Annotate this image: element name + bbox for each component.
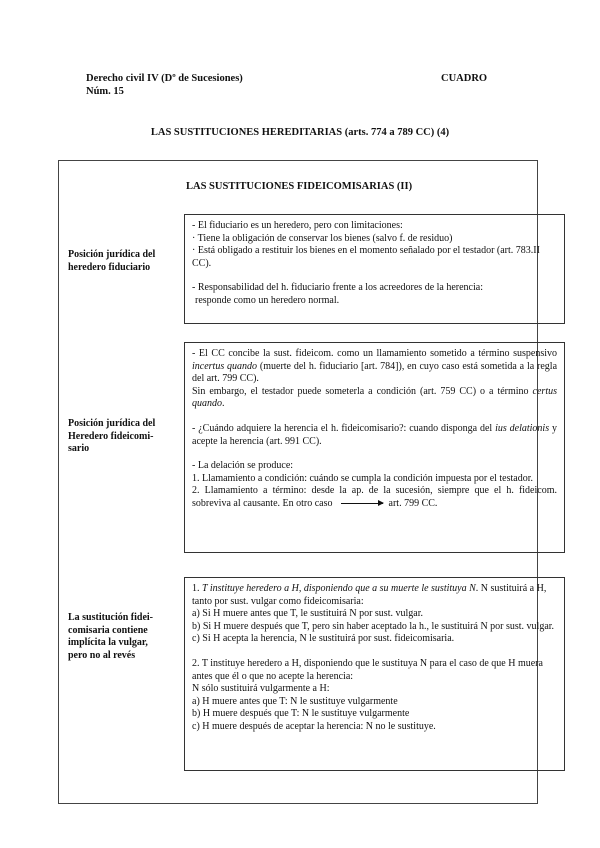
frame-title: LAS SUSTITUCIONES FIDEICOMISARIAS (II) — [186, 181, 413, 192]
section-box-implicita — [184, 577, 565, 771]
example-intro: 2. T instituye heredero a H, disponiendo que le sustituya N para el caso de que H muera antes que él o que no acepte la herencia: — [192, 657, 543, 682]
doc-type: CUADRO — [441, 73, 488, 84]
text-line: 1. Llamamiento a condición: cuándo se cumpla la condición impuesta por el testador. — [192, 472, 534, 484]
text-line: · Tiene la obligación de conservar los bienes (salvo f. de residuo) — [192, 232, 453, 244]
list-item: a) H muere antes que T: N le sustituye vulgarmente — [192, 695, 398, 707]
doc-number: Núm. 15 — [86, 86, 124, 97]
doc-header — [86, 72, 243, 98]
list-item: c) H muere después de aceptar la herencia: N no le sustituye. — [192, 720, 436, 732]
section-box-fideicomisario — [184, 342, 565, 553]
text-paragraph: - ¿Cuándo adquiere la herencia el h. fideicomisario?: cuando disponga del ius delationis y acepte la herencia (art. 991 CC). — [192, 422, 558, 447]
text-line: · Está obligado a restituir los bienes en el momento señalado por el testador (art. 783.II CC). — [192, 245, 540, 269]
text-paragraph: Sin embargo, el testador puede someterla a condición (art. 759 CC) o a término certus quando. — [192, 385, 557, 410]
text-paragraph: - El CC concibe la sust. fideicom. como un llamamiento sometido a término suspensivo incertus quando (muerte del h. fiduciario [art. 784]), en cuyo caso está sometida a la regla del art. 799 CC). — [192, 348, 558, 385]
list-item: b) H muere después que T: N le sustituye vulgarmente — [192, 708, 410, 720]
text-line: N sólo sustituirá vulgarmente a H: — [192, 683, 330, 695]
text-line: 2. Llamamiento a término: desde la ap. de la sucesión, siempre que el h. fideicom. sobreviva al causante. En otro caso art. 799 CC. — [192, 485, 557, 509]
text-line: - Responsabilidad del h. fiduciario frente a los acreedores de la herencia: — [192, 282, 483, 294]
section-label-fideicomisario: Posición jurídica del Heredero fideicomi- sario — [68, 418, 156, 454]
list-item: a) Si H muere antes que T, le sustituirá N por sust. vulgar. — [192, 608, 423, 620]
course-title: Derecho civil IV (Dº de Sucesiones) — [86, 73, 243, 84]
arrow-right-icon — [341, 503, 383, 504]
section-box-fiduciario — [184, 214, 565, 324]
text-line: - La delación se produce: — [192, 460, 294, 472]
text-line: responde como un heredero normal. — [195, 294, 340, 306]
list-item: c) Si H acepta la herencia, N le sustituirá por sust. fideicomisaria. — [192, 633, 455, 645]
section-label-fiduciario: Posición jurídica del heredero fiduciario — [68, 249, 156, 273]
page-title: LAS SUSTITUCIONES HEREDITARIAS (arts. 774 a 789 CC) (4) — [150, 127, 450, 138]
example-intro: 1. T instituye heredero a H, disponiendo que a su muerte le sustituya N. N sustituirá a H, tanto por sust. vulgar como fideicomisaria: — [192, 583, 547, 607]
list-item: b) Si H muere después que T, pero sin haber aceptado la h., le sustituirá N por sust. vulgar. — [192, 620, 555, 632]
text-line: - El fiduciario es un heredero, pero con limitaciones: — [192, 220, 403, 231]
section-label-implicita: La sustitución fidei- comisaria contiene implícita la vulgar, pero no al revés — [68, 612, 154, 661]
